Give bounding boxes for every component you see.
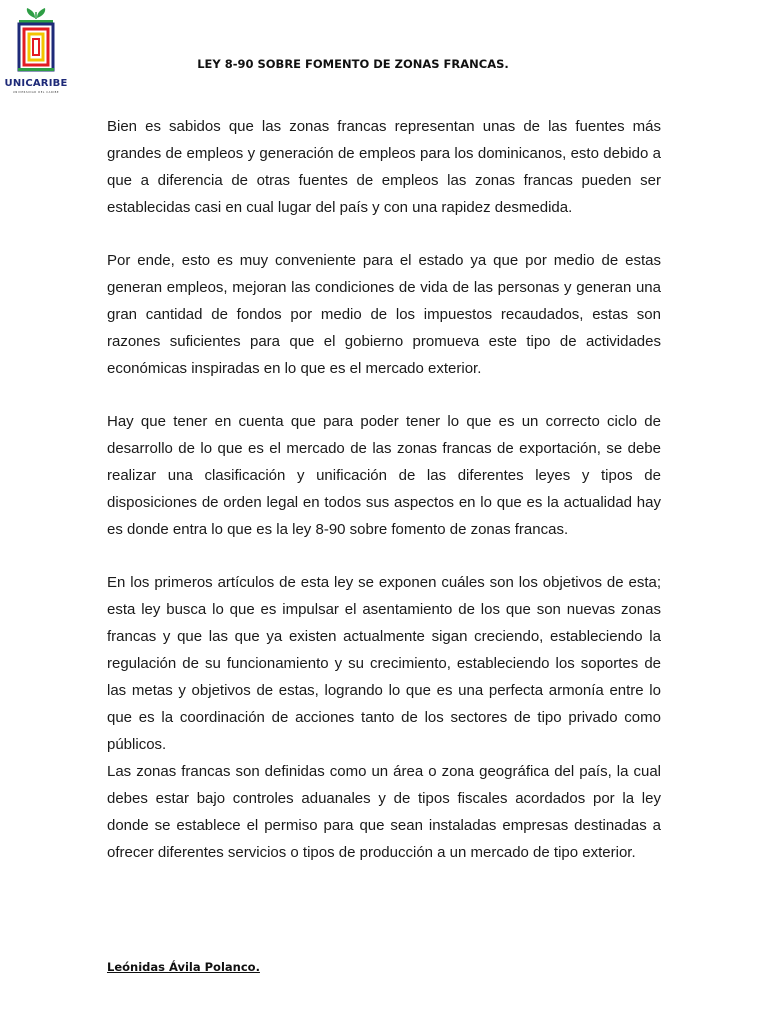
document-title: LEY 8-90 SOBRE FOMENTO DE ZONAS FRANCAS. — [197, 57, 509, 71]
paragraph-5: Las zonas francas son definidas como un área o zona geográfica del país, la cual debes estar bajo controles aduanales y de tipos fiscales acordados por la ley donde se establece el permiso para que sean instaladas empresas destinadas a ofrecer diferentes servicios o tipos de producción a un mercado de tipo exterior. — [107, 763, 661, 861]
paragraph-2: Por ende, esto es muy conveniente para el estado ya que por medio de estas generan empleos, mejoran las condiciones de vida de las personas y generan una gran cantidad de fondos por medio de los impuestos recaudados, estas son razones suficientes para que el gobierno promueva este tipo de actividades económicas inspiradas en lo que es el mercado exterior. — [107, 252, 661, 377]
logo-name: UNICARIBE — [4, 78, 68, 89]
paragraph-3: Hay que tener en cuenta que para poder tener lo que es un correcto ciclo de desarrollo de lo que es el mercado de las zonas francas de exportación, se debe realizar una clasificación y unificación de las diferentes leyes y tipos de disposiciones de orden legal en todos sus aspectos en lo que es la actualidad hay es donde entra lo que es la ley 8-90 sobre fomento de zonas francas. — [107, 413, 661, 538]
document-body — [107, 113, 661, 866]
logo-subtitle: UNIVERSIDAD DEL CARIBE — [12, 91, 60, 94]
university-logo — [4, 6, 68, 94]
paragraph-1: Bien es sabidos que las zonas francas representan unas de las fuentes más grandes de empleos y generación de empleos para los dominicanos, esto debido a que a diferencia de otras fuentes de empleos las zonas francas pueden ser establecidas casi en cual lugar del país y con una rapidez desmedida. — [107, 118, 661, 216]
paragraph-4: En los primeros artículos de esta ley se exponen cuáles son los objetivos de esta; esta ley busca lo que es impulsar el asentamiento de los que son nuevas zonas francas y que las que ya existen actualmente sigan creciendo, estableciendo la regulación de su funcionamiento y su crecimiento, estableciendo los soportes de las metas y objetivos de estas, logrando lo que es una perfecta armonía entre lo que es la coordinación de acciones tanto de los sectores de tipo privado como públicos. — [107, 574, 661, 753]
author-signature: Leónidas Ávila Polanco. — [107, 960, 260, 974]
